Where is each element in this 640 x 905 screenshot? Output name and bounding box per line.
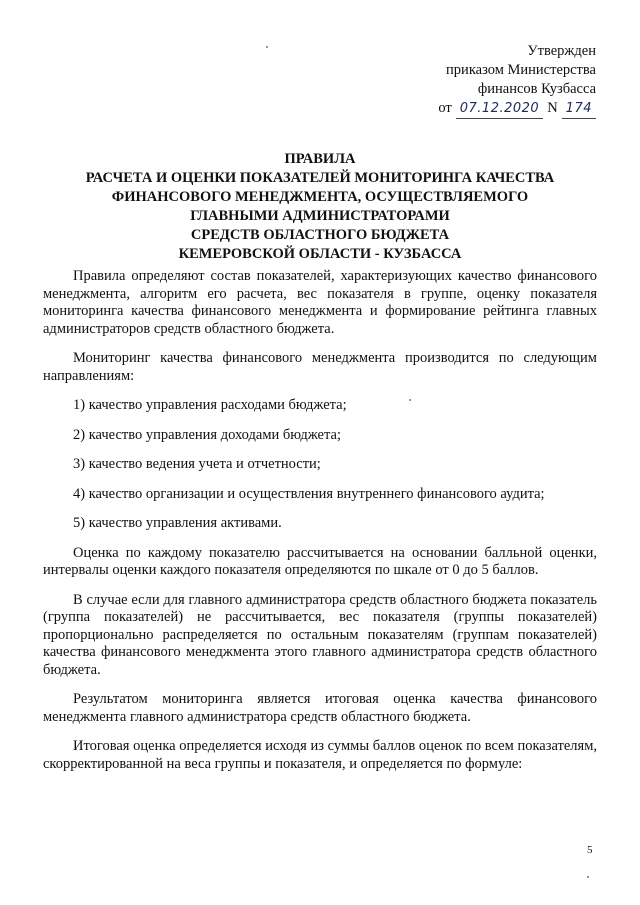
date-prefix: от	[438, 100, 452, 116]
scan-speck	[266, 46, 268, 48]
title-line-4: ГЛАВНЫМИ АДМИНИСТРАТОРАМИ	[190, 208, 450, 224]
paragraph-scoring: Оценка по каждому показателю рассчитывается на основании балльной оценки, интервалы оценки каждого показателя определяются по шкале от 0 до 5 баллов.	[43, 544, 597, 578]
approval-dateline	[438, 99, 596, 119]
paragraph-monitoring-directions: Мониторинг качества финансового менеджмента производится по следующим направлениям:	[43, 350, 597, 384]
list-item: 5) качество управления активами.	[73, 515, 282, 531]
title-line-6: КЕМЕРОВСКОЙ ОБЛАСТИ - КУЗБАССА	[178, 246, 462, 262]
title-line-3: ФИНАНСОВОГО МЕНЕДЖМЕНТА, ОСУЩЕСТВЛЯЕМОГО	[111, 189, 529, 205]
document-body	[43, 268, 597, 785]
paragraph-result: Результатом мониторинга является итоговая оценка качества финансового менеджмента главного администратора средств областного бюджета.	[43, 691, 597, 725]
handwritten-date: 07.12.2020	[456, 99, 543, 119]
paragraph-formula-intro: Итоговая оценка определяется исходя из суммы баллов оценок по всем показателям, скорректированной на веса группы и показателя, и определяется по формуле:	[43, 738, 597, 772]
document-title	[40, 150, 600, 264]
list-item: 3) качество ведения учета и отчетности;	[73, 456, 321, 472]
approval-ministry: финансов Кузбасса	[477, 81, 596, 97]
title-line-1: ПРАВИЛА	[284, 151, 356, 167]
paragraph-weight-redistribution: В случае если для главного администратора средств областного бюджета показатель (группа показателей) не рассчитывается, вес показателя (группы показателей) пропорционально распределяется по остальным показателям (группам показателей) качества финансового менеджмента этого главного администратора средств областного бюджета.	[43, 591, 597, 678]
list-item: 2) качество управления доходами бюджета;	[73, 426, 341, 443]
list-item: 4) качество организации и осуществления внутреннего финансового аудита;	[73, 485, 545, 502]
scan-speck	[587, 876, 589, 878]
scan-speck	[409, 399, 411, 401]
title-line-5: СРЕДСТВ ОБЛАСТНОГО БЮДЖЕТА	[190, 227, 450, 243]
page-number: 5	[587, 844, 593, 856]
title-line-2: РАСЧЕТА И ОЦЕНКИ ПОКАЗАТЕЛЕЙ МОНИТОРИНГА КАЧЕСТВА	[85, 170, 555, 186]
list-item: 1) качество управления расходами бюджета;	[73, 397, 347, 413]
approval-order: приказом Министерства	[446, 62, 596, 78]
approval-title: Утвержден	[527, 43, 596, 59]
paragraph-rules-scope: Правила определяют состав показателей, характеризующих качество финансового менеджмента, алгоритм его расчета, вес показателя в группе, оценку показателя мониторинга качества финансового менеджмента и формирование рейтинга главных администраторов средств областного бюджета.	[43, 268, 597, 337]
approval-stamp	[438, 42, 596, 119]
number-prefix: N	[547, 100, 558, 116]
handwritten-number: 174	[562, 99, 596, 119]
